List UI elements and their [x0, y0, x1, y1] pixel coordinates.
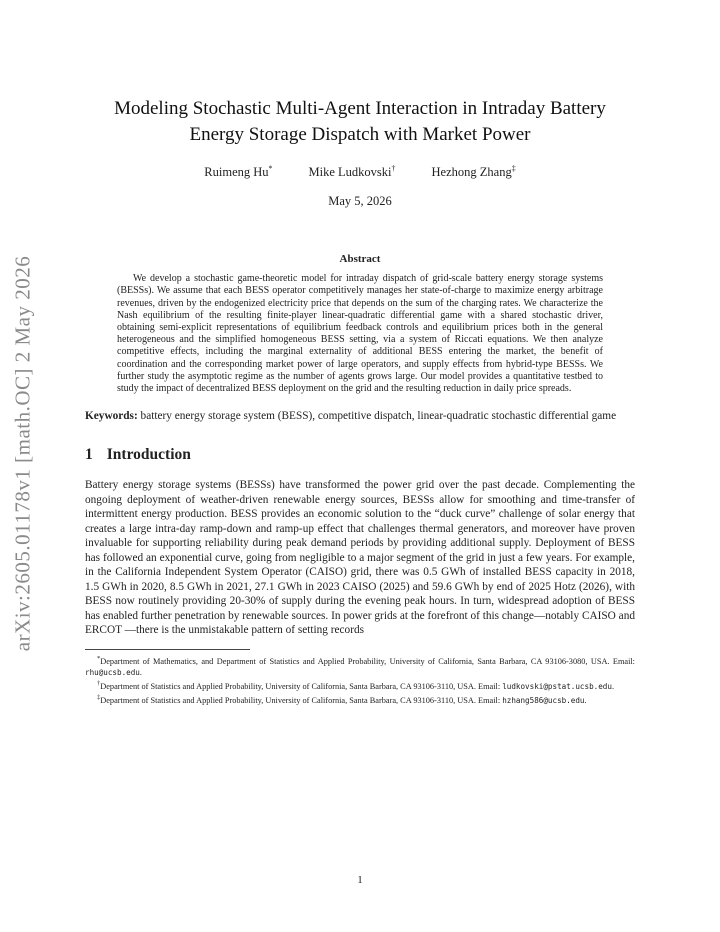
arxiv-stamp-text: arXiv:2605.01178v1 [math.OC] 2 May 2026	[10, 255, 35, 651]
paper-page	[85, 96, 635, 705]
author-name: Hezhong Zhang	[431, 165, 512, 180]
footnote	[85, 692, 635, 706]
section-title: Introduction	[106, 446, 191, 464]
paper-date: May 5, 2026	[328, 194, 392, 209]
author	[432, 164, 516, 180]
author-name: Ruimeng Hu	[204, 165, 269, 180]
footnote-text: Department of Mathematics, and Department of Statistics and Applied Probability, University of California, Santa Barbara, CA 93106-3080, USA. Email:	[100, 656, 635, 666]
author	[204, 164, 272, 180]
footnote-email[interactable]: hzhang586@ucsb.edu	[502, 695, 585, 705]
footnote-end: .	[139, 667, 142, 677]
footnote-text: Department of Statistics and Applied Probability, University of California, Santa Barbara, CA 93106-3110, USA. Email:	[100, 695, 503, 705]
intro-paragraph: Battery energy storage systems (BESSs) have transformed the power grid over the past decade. Complementing the ongoing deployment of weather-driven renewable energy sources, BESSs allow for smoothing and time-transfer of intermittent energy production. BESS provides an economic solution to the “duck curve” challenge of solar energy that creates a large intra-day ramp-down and ramp-up effect that challenges thermal generators, and moreover have proven invaluable for supporting reliability during peak demand periods by providing additional supply. Deployment of BESS has followed an exponential curve, going from negligible to a major segment of the grid in just a few years. For example, in the California Independent System Operator (CAISO) grid, there was 0.5 GWh of installed BESS capacity in 2018, 1.5 GWh in 2020, 8.5 GWh in 2021, 27.1 GWh in 2023 CAISO (2025) and 59.6 GWh by end of 2025 Hotz (2026), with BESS now routinely providing 20-30% of supply during the evening peak hours. In turn, widespread adoption of BESS has enabled further penetration by renewable sources. In power grids at the forefront of this change—notably CAISO and ERCOT —there is the unmistakable pattern of setting records	[85, 479, 635, 637]
footnote-email[interactable]: ludkovski@pstat.ucsb.edu	[502, 681, 612, 691]
abstract-text: We develop a stochastic game-theoretic model for intraday dispatch of grid-scale battery energy storage systems (BESSs). We assume that each BESS operator competitively manages her state-of-charge to maximize energy arbitrage revenues, driven by the endogenized electricity price that depends on the sum of the charging rates. We characterize the Nash equilibrium of the resulting finite-player linear-quadratic differential game with a shared stochastic driver, obtaining semi-explicit representations of equilibrium feedback controls and equilibrium prices both in the general heterogeneous and the simplified homogeneous BESS setting, via a system of Riccati equations. We then analyze competitive effects, including the marginal externality of additional BESS entering the market, the benefit of coordination and the corresponding market power of large operators, and supply effects from hybrid-type BESSs. We further study the asymptotic regime as the number of agents grows large. Our model provides a quantitative testbed to study the impact of decentralized BESS deployment on the grid and the resulting reduction in daily price spreads.	[117, 273, 603, 394]
footnote-mark: †	[97, 679, 101, 687]
author-name: Mike Ludkovski	[308, 165, 392, 180]
keywords-text: battery energy storage system (BESS), competitive dispatch, linear-quadratic stochastic differential game	[140, 410, 617, 423]
author-mark: ‡	[511, 164, 516, 173]
paper-title: Modeling Stochastic Multi-Agent Interaction in Intraday Battery Energy Storage Dispatch with Market Power	[114, 98, 606, 145]
author-list	[85, 164, 635, 180]
keywords	[85, 409, 635, 424]
footnote-mark: *	[97, 654, 101, 662]
footnote-email[interactable]: rhu@ucsb.edu	[85, 667, 140, 677]
author-mark: †	[391, 164, 396, 173]
keywords-label: Keywords:	[85, 410, 138, 423]
footnote-end: .	[611, 681, 615, 691]
footnote-mark: ‡	[97, 693, 101, 701]
arxiv-stamp	[4, 248, 42, 658]
author-mark: *	[268, 164, 273, 173]
page-number: 1	[357, 874, 363, 886]
footnotes	[85, 653, 635, 705]
author	[309, 164, 396, 180]
footnote	[85, 678, 635, 692]
abstract-heading: Abstract	[339, 253, 381, 266]
footnote-rule	[85, 649, 250, 650]
footnote-end: .	[584, 695, 587, 705]
footnote-text: Department of Statistics and Applied Probability, University of California, Santa Barbara, CA 93106-3110, USA. Email:	[100, 681, 503, 691]
section-number: 1	[85, 446, 93, 464]
section-heading	[85, 446, 635, 464]
footnote	[85, 653, 635, 678]
